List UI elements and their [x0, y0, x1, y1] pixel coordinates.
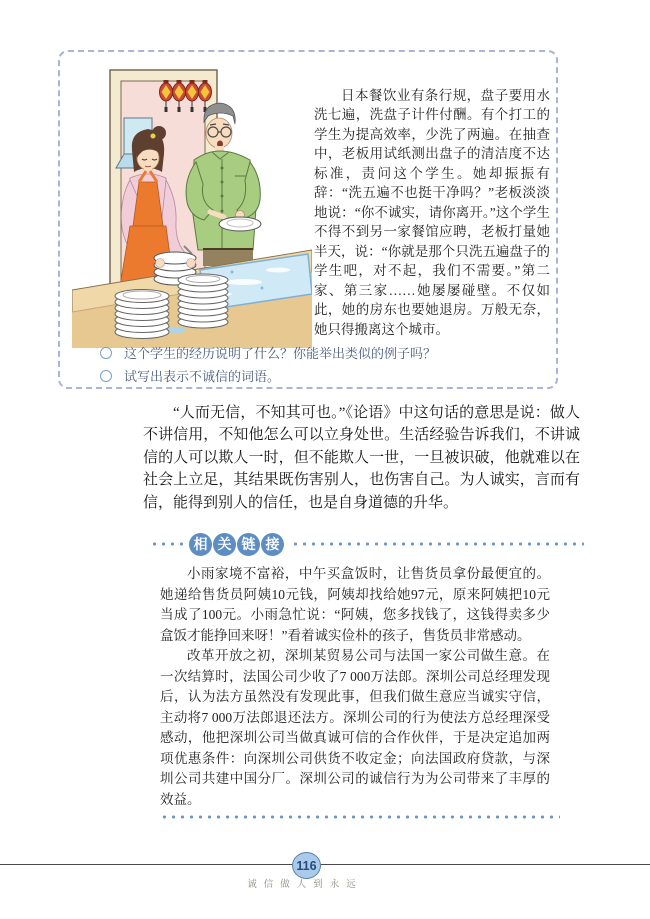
related-links-title-char: 链: [237, 533, 260, 556]
question-bullet-icon: [100, 347, 112, 359]
question-list: [100, 342, 540, 388]
page-number-badge: 116: [292, 852, 321, 879]
related-links-section: [150, 531, 584, 819]
footer-divider: [0, 864, 650, 865]
story-text: 日本餐饮业有条行规，盘子要用水洗七遍，洗盘子计件付酬。有个打工的学生为提高效率，少洗了两遍。在抽查中，老板用试纸测出盘子的清洁度不达标准，责问这个学生。她却振振有辞：“洗五遍不也挺干净吗？”老板淡淡地说：“你不诚实，请你离开。”这个学生不得不到另一家餐馆应聘，老板打量她半天，说：“你就是那个只洗五遍盘子的学生吧，对不起，我们不需要。”第二家、第三家……她屡屡碰壁。不仅如此，她的房东也要她退房。万般无奈，她只得搬离这个城市。: [314, 87, 550, 337]
question-item: [100, 365, 540, 388]
dotted-line-bottom: [160, 815, 560, 819]
story-box: [58, 50, 558, 389]
related-links-title-char: 接: [261, 533, 284, 556]
question-text: 试写出表示不诚信的词语。: [124, 369, 281, 384]
related-links-header: [150, 531, 584, 557]
dishwashing-illustration: [72, 58, 312, 348]
related-paragraph: 小雨家境不富裕，中午买盒饭时，让售货员拿份最便宜的。她递给售货员阿姨10元钱，阿姨却找给她97元，原来阿姨把10元当成了100元。小雨急忙说：“阿姨，您多找钱了，这钱得卖多少盒饭才能挣回来呀！”看着诚实俭朴的孩子，售货员非常感动。: [160, 566, 550, 643]
question-bullet-icon: [100, 370, 112, 382]
related-paragraph: 改革开放之初，深圳某贸易公司与法国一家公司做生意。在一次结算时，法国公司少收了7 000万法郎。深圳公司总经理发现后，认为法方虽然没有发现此事，但我们做生意应当诚实守信，主动将7 000万法郎退还法方。深圳公司的行为使法方总经理深受感动，他把深圳公司当做真诚可信的合作伙伴，于是决定追加两项优惠条件：向深圳公司供货不收定金；向法国政府贷款，与深圳公司共建中国分厂。深圳公司的诚信行为为公司带来了丰厚的效益。: [160, 648, 550, 807]
main-paragraph: “人而无信，不知其可也。”《论语》中这句话的意思是说：做人不讲信用，不知他怎么可以立身处世。生活经验告诉我们，不讲诚信的人可以欺人一时，但不能欺人一世，一旦被识破，他就难以在社会上立足，其结果既伤害别人，也伤害自己。为人诚实，言而有信，能得到别人的信任，也是自身道德的升华。: [143, 405, 580, 511]
question-text: 这个学生的经历说明了什么？你能举出类似的例子吗？: [124, 346, 437, 361]
dotted-line-left: [150, 542, 184, 546]
dotted-line-right: [291, 542, 584, 546]
footer-caption: 诚信做人到永远: [247, 880, 363, 890]
question-item: [100, 342, 540, 365]
dishwashing-scene-svg: [72, 58, 312, 348]
related-links-title-char: 相: [189, 533, 212, 556]
related-links-title-char: 关: [213, 533, 236, 556]
